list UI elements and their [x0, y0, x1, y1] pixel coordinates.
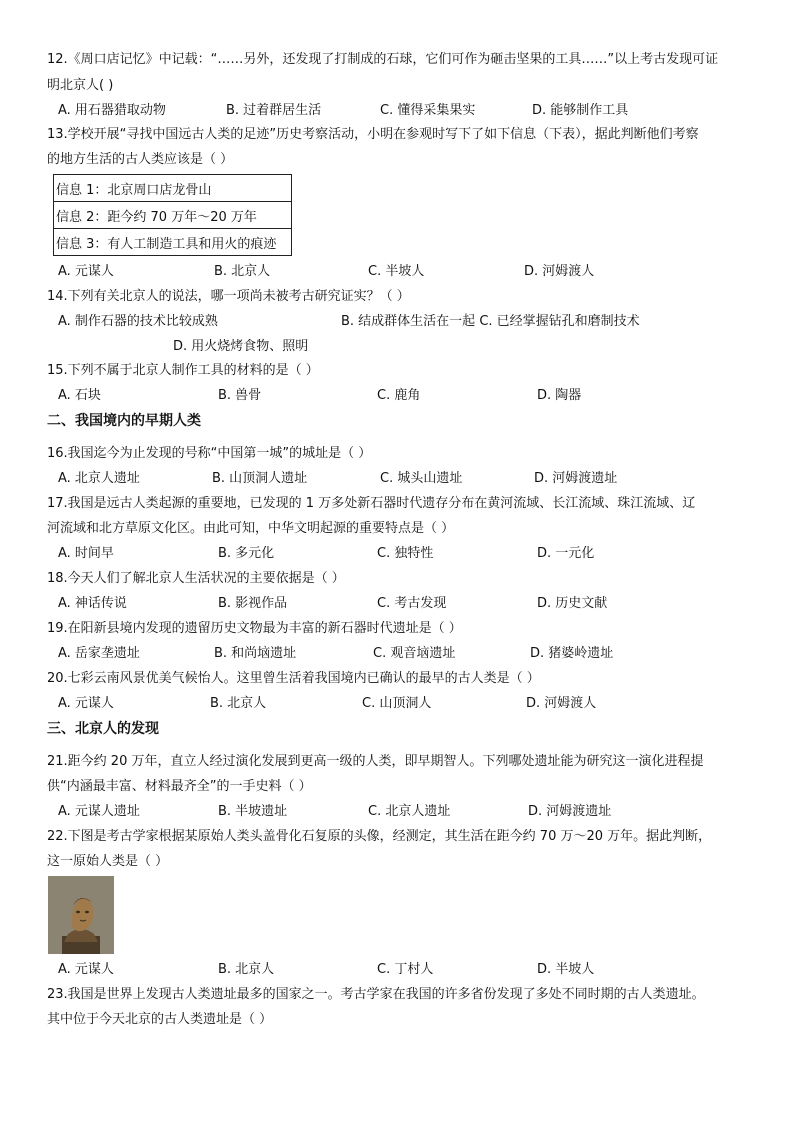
q17-option-c: C. 独特性: [377, 546, 434, 561]
q12-option-b: B. 过着群居生活: [226, 103, 322, 118]
bust-photo-icon: [48, 876, 114, 954]
q17-option-d: D. 一元化: [537, 546, 595, 561]
q19-stem-line1: 19.在阳新县境内发现的遗留历史文物最为丰富的新石器时代遗址是（ ）: [47, 621, 462, 636]
q18-option-b: B. 影视作品: [218, 596, 288, 611]
q22-stem-line2: 这一原始人类是（ ）: [47, 854, 169, 869]
q16-option-a: A. 北京人遗址: [58, 471, 140, 486]
q17-option-a: A. 时间早: [58, 546, 114, 561]
q20-option-c: C. 山顶洞人: [362, 696, 432, 711]
q22-option-d: D. 半坡人: [537, 962, 595, 977]
q15-option-a: A. 石块: [58, 388, 101, 403]
q18-option-d: D. 历史文献: [537, 596, 608, 611]
q17-option-b: B. 多元化: [218, 546, 275, 561]
q19-option-b: B. 和尚垴遗址: [214, 646, 297, 661]
q13-option-b: B. 北京人: [214, 264, 271, 279]
q19-option-a: A. 岳家垄遗址: [58, 646, 140, 661]
q19-option-d: D. 猪婆岭遗址: [530, 646, 614, 661]
section-3-heading: 三、北京人的发现: [47, 721, 159, 737]
q13-stem-line2: 的地方生活的古人类应该是（ ）: [47, 152, 234, 167]
q16-stem-line1: 16.我国迄今为止发现的号称“中国第一城”的城址是（ ）: [47, 446, 372, 461]
q15-option-d: D. 陶器: [537, 388, 582, 403]
q13-stem-line1: 13.学校开展“寻找中国远古人类的足迹”历史考察活动，小明在参观时写下了如下信息（下表），据此判断他们考察: [47, 127, 699, 142]
q16-option-d: D. 河姆渡遗址: [534, 471, 618, 486]
q17-stem-line1: 17.我国是远古人类起源的重要地，已发现的 1 万多处新石器时代遗存分布在黄河流域、长江流域、珠江流域、辽: [47, 496, 696, 511]
q12-option-c: C. 懂得采集果实: [380, 103, 476, 118]
q21-stem-line1: 21.距今约 20 万年，直立人经过演化发展到更高一级的人类，即早期智人。下列哪处遗址能为研究这一演化进程提: [47, 754, 704, 769]
q14-option-a: A. 制作石器的技术比较成熟: [58, 314, 218, 329]
q15-option-b: B. 兽骨: [218, 388, 262, 403]
q21-option-c: C. 北京人遗址: [368, 804, 451, 819]
peking-man-bust-image: [48, 876, 114, 954]
q21-option-a: A. 元谋人遗址: [58, 804, 140, 819]
q22-option-b: B. 北京人: [218, 962, 275, 977]
q16-option-c: C. 城头山遗址: [380, 471, 463, 486]
q14-option-d: D. 用火烧烤食物、照明: [173, 339, 309, 354]
q13-info-table: [53, 174, 292, 256]
q18-stem-line1: 18.今天人们了解北京人生活状况的主要依据是（ ）: [47, 571, 345, 586]
q22-option-c: C. 丁村人: [377, 962, 434, 977]
q13-info-cell-3: 信息 3：有人工制造工具和用火的痕迹: [54, 229, 292, 256]
q21-option-b: B. 半坡遗址: [218, 804, 288, 819]
q21-option-d: D. 河姆渡遗址: [528, 804, 612, 819]
q22-option-a: A. 元谋人: [58, 962, 114, 977]
q13-option-a: A. 元谋人: [58, 264, 114, 279]
q19-option-c: C. 观音垴遗址: [373, 646, 456, 661]
q20-option-d: D. 河姆渡人: [526, 696, 597, 711]
q18-option-a: A. 神话传说: [58, 596, 127, 611]
q16-option-b: B. 山顶洞人遗址: [212, 471, 308, 486]
q23-stem-line1: 23.我国是世界上发现古人类遗址最多的国家之一。考古学家在我国的许多省份发现了多处不同时期的古人类遗址。: [47, 987, 705, 1002]
section-2-heading: 二、我国境内的早期人类: [47, 413, 201, 429]
q14-stem-line1: 14.下列有关北京人的说法，哪一项尚未被考古研究证实？（ ）: [47, 289, 410, 304]
q15-option-c: C. 鹿角: [377, 388, 421, 403]
q18-option-c: C. 考古发现: [377, 596, 447, 611]
q21-stem-line2: 供“内涵最丰富、材料最齐全”的一手史料（ ）: [47, 779, 312, 794]
q12-option-a: A. 用石器猎取动物: [58, 103, 166, 118]
q13-info-cell-1: 信息 1：北京周口店龙骨山: [54, 175, 292, 202]
q15-stem-line1: 15.下列不属于北京人制作工具的材料的是（ ）: [47, 363, 319, 378]
q14-option-bc: B. 结成群体生活在一起 C. 已经掌握钻孔和磨制技术: [341, 314, 640, 329]
q23-stem-line2: 其中位于今天北京的古人类遗址是（ ）: [47, 1012, 273, 1027]
q12-stem-line2: 明北京人( ): [47, 78, 114, 93]
q12-option-d: D. 能够制作工具: [532, 103, 629, 118]
q20-stem-line1: 20.七彩云南风景优美气候怡人。这里曾生活着我国境内已确认的最早的古人类是（ ）: [47, 671, 540, 686]
q13-option-c: C. 半坡人: [368, 264, 425, 279]
q22-stem-line1: 22.下图是考古学家根据某原始人类头盖骨化石复原的头像，经测定，其生活在距今约 70 万～20 万年。据此判断，: [47, 829, 712, 844]
q17-stem-line2: 河流域和北方草原文化区。由此可知，中华文明起源的重要特点是（ ）: [47, 521, 455, 536]
q13-info-cell-2: 信息 2：距今约 70 万年～20 万年: [54, 202, 292, 229]
q12-stem-line1: 12.《周口店记忆》中记载：“……另外，还发现了打制成的石球，它们可作为砸击坚果的工具……”以上考古发现可证: [47, 52, 719, 67]
q20-option-a: A. 元谋人: [58, 696, 114, 711]
q13-option-d: D. 河姆渡人: [524, 264, 595, 279]
q20-option-b: B. 北京人: [210, 696, 267, 711]
